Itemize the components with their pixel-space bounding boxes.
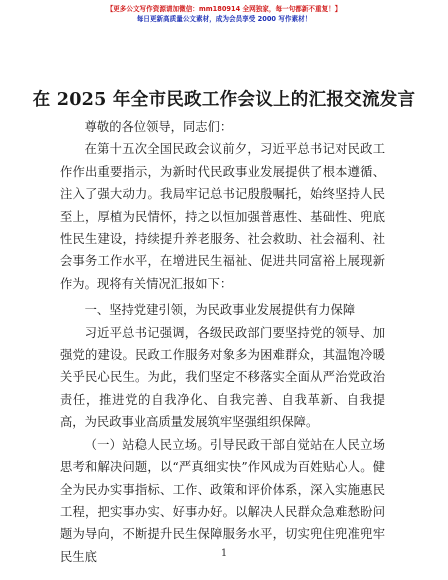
section-heading: 一、坚持党建引领，为民政事业发展提供有力保障	[84, 303, 356, 318]
document-title: 在 2025 年全市民政工作会议上的汇报交流发言	[32, 89, 416, 110]
paragraph: 在第十五次全国民政会议前夕，习近平总书记对民政工作作出重要指示，为新时代民政事业发展提供了根本遵循、注入了强大动力。我局牢记总书记殷殷嘱托，始终坚持人民至上，厚植为民情怀，持之以恒加强普惠性、基础性、兜底性民生建设，持续提升养老服务、社会救助、社会福利、社会事务工作水平，在增进民生福祉、促进共同富裕上展现新作为。现将有关情况汇报如下：	[60, 142, 385, 291]
page-number: 1	[220, 548, 228, 559]
promo-line-2: 每日更新高质量公文素材，成为会员享受 2000 写作素材！	[136, 15, 312, 23]
paragraph: 习近平总书记强调，各级民政部门要坚持党的领导、加强党的建设。民政工作服务对象多为困难群众，其温饱冷暖关乎民心民生。为此，我们坚定不移落实全面从严治党政治责任，推进党的自我净化、自我完善、自我革新、自我提高，为民政事业高质量发展筑牢坚强组织保障。	[60, 325, 385, 430]
paragraph: （一）站稳人民立场。引导民政干部自觉站在人民立场思考和解决问题，以“严真细实快”作风成为百姓贴心人。健全为民办实事指标、工作、政策和评价体系，深入实施惠民工程，把实事办实、好事办好。以解决人民群众急难愁盼问题为导向，不断提升民生保障服务水平，切实兜住兜准兜牢民生底	[60, 437, 385, 564]
greeting: 尊敬的各位领导，同志们：	[84, 120, 233, 134]
document-body	[60, 116, 385, 568]
promo-line-1: 【更多公文写作资源请加微信：mm180914 全网独家，每一句都新不重复！】	[106, 5, 342, 13]
promo-banner	[0, 4, 448, 24]
